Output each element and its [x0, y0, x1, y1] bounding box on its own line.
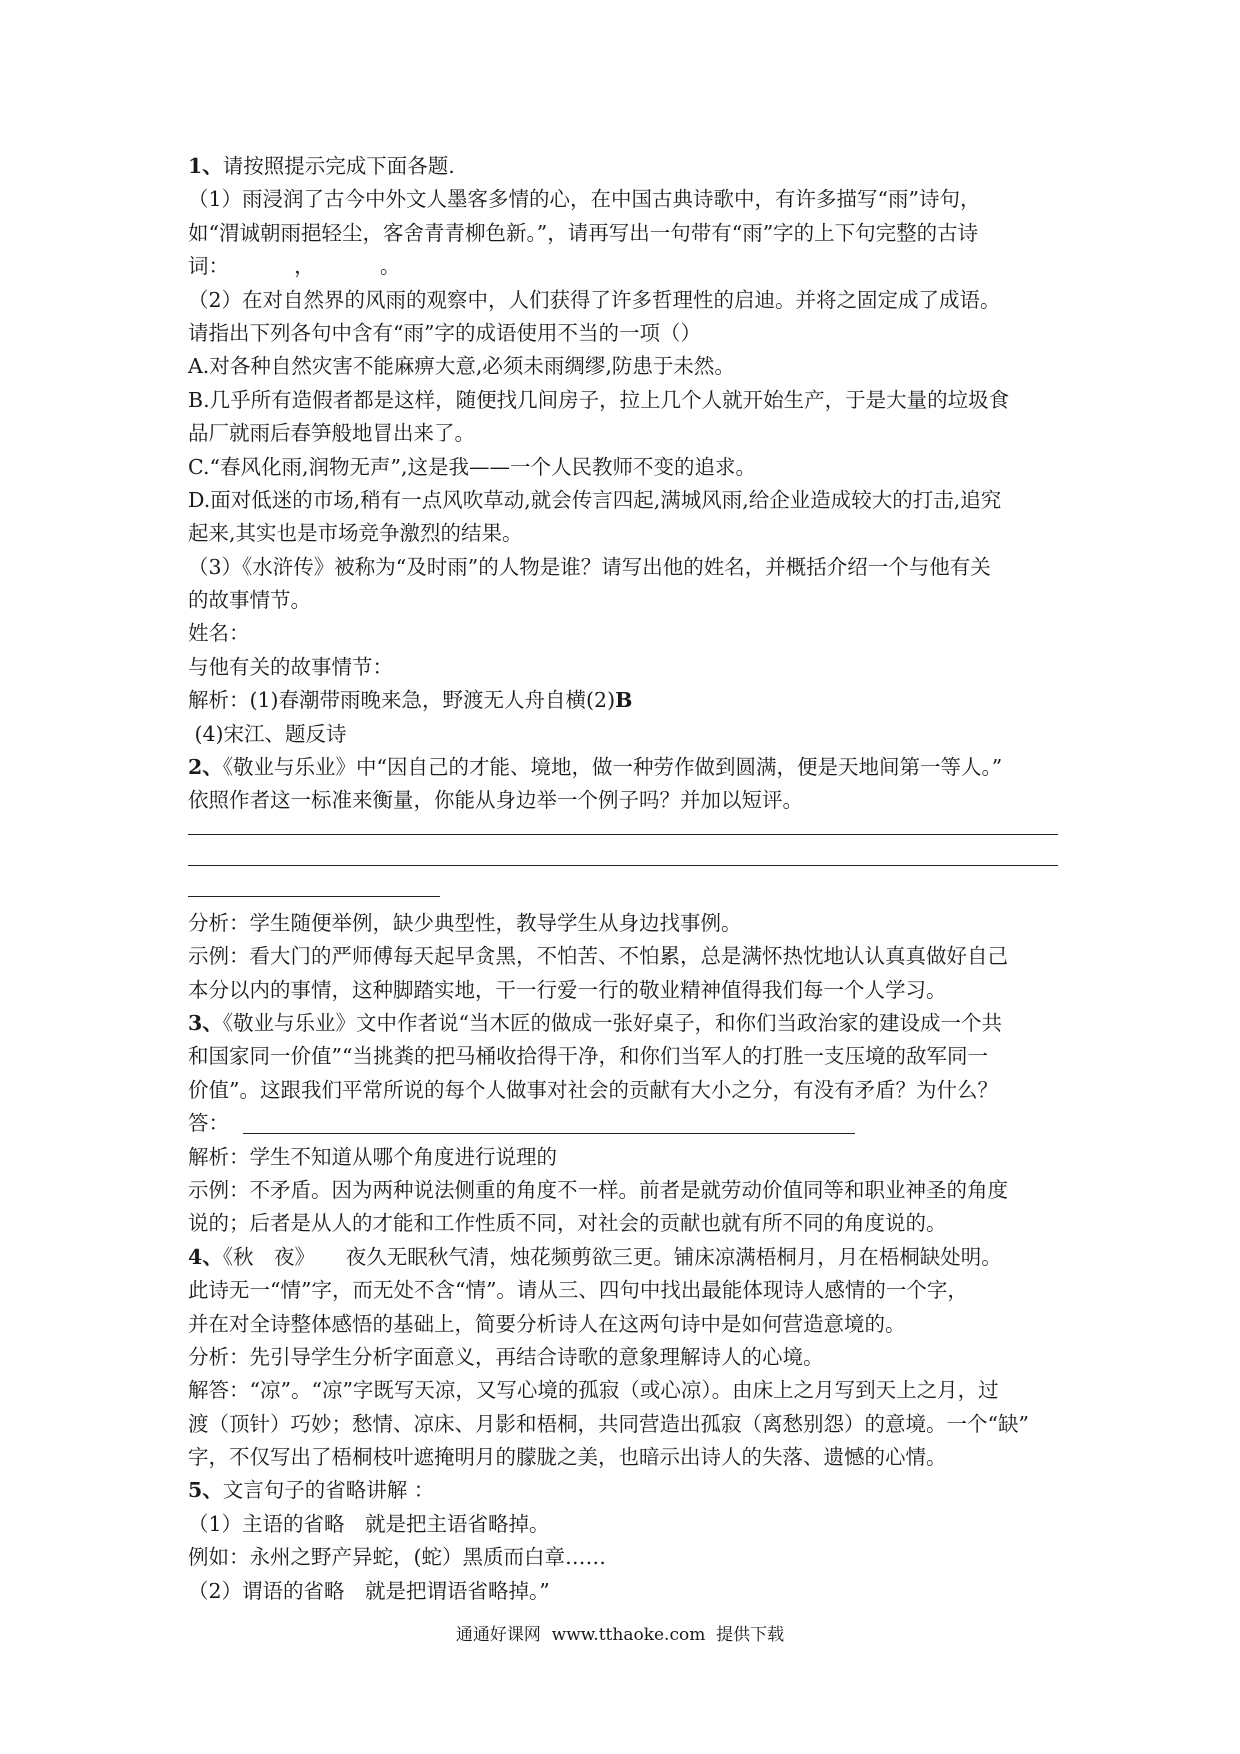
analysis-line: 分析：学生随便举例，缺少典型性，教导学生从身边找事例。 [188, 910, 742, 935]
question-4-title: 4、《秋 夜》 夜久无眠秋气清，烛花频剪欲三更。铺床凉满梧桐月，月在梧桐缺处明。 [188, 1244, 1002, 1269]
paragraph-line: 品厂就雨后春笋般地冒出来了。 [188, 421, 475, 446]
paragraph-line: 此诗无一“情”字，而无处不含“情”。请从三、四句中找出最能体现诗人感情的一个字， [188, 1278, 968, 1303]
question-1-title: 1、请按照提示完成下面各题. [188, 154, 455, 178]
analysis-line: 解析：学生不知道从哪个角度进行说理的 [188, 1144, 557, 1169]
answer-line: 答： [188, 1107, 1058, 1140]
paragraph-line: 词： ， 。 [188, 254, 401, 279]
answer-blank [243, 1111, 855, 1134]
option-c: C.“春风化雨,润物无声”,这是我——一个人民教师不变的追求。 [188, 454, 756, 479]
example-line: 示例：看大门的严师傅每天起早贪黑，不怕苦、不怕累，总是满怀热忱地认认真真做好自己 [188, 944, 1008, 969]
paragraph-line: 本分以内的事情，这种脚踏实地，干一行爱一行的敬业精神值得我们每一个人学习。 [188, 977, 947, 1002]
name-label: 姓名： [188, 621, 250, 646]
paragraph-line: 字，不仅写出了梧桐枝叶遮掩明月的朦胧之美，也暗示出诗人的失落、遗憾的心情。 [188, 1445, 947, 1470]
paragraph-line: 渡（顶针）巧妙；愁情、凉床、月影和梧桐，共同营造出孤寂（离愁别怨）的意境。一个“缺” [188, 1411, 1029, 1436]
analysis-line: (4)宋江、题反诗 [188, 721, 347, 746]
paragraph-line: 依照作者这一标准来衡量，你能从身边举一个例子吗？并加以短评。 [188, 788, 803, 813]
analysis-line: 分析：先引导学生分析字面意义，再结合诗歌的意象理解诗人的心境。 [188, 1344, 824, 1369]
answer-rule [188, 865, 1058, 866]
answer-rule [188, 896, 440, 897]
paragraph-line: （1）主语的省略 就是把主语省略掉。 [188, 1511, 550, 1536]
question-3-title: 3、《敬业与乐业》文中作者说“当木匠的做成一张好桌子，和你们当政治家的建设成一个共 [188, 1010, 1002, 1035]
paragraph-line: 并在对全诗整体感悟的基础上，简要分析诗人在这两句诗中是如何营造意境的。 [188, 1311, 906, 1336]
question-2-title: 2、《敬业与乐业》中“因自己的才能、境地，做一种劳作做到圆满，便是天地间第一等人。” [188, 755, 1003, 780]
paragraph-line: 如“渭诚朝雨挹轻尘，客舍青青柳色新。”，请再写出一句带有“雨”字的上下句完整的古诗 [188, 220, 979, 245]
paragraph-line: 和国家同一价值”“当挑粪的把马桶收拾得干净，和你们当军人的打胜一支压境的敌军同一 [188, 1044, 988, 1069]
paragraph-line: 说的；后者是从人的才能和工作性质不同，对社会的贡献也就有所不同的角度说的。 [188, 1211, 947, 1236]
example-line: 例如：永州之野产异蛇，(蛇）黑质而白章…… [188, 1545, 606, 1570]
document-body [188, 150, 1058, 1608]
paragraph-line: （3）《水浒传》被称为“及时雨”的人物是谁？请写出他的姓名，并概括介绍一个与他有关 [188, 554, 991, 579]
paragraph-line: 起来,其实也是市场竞争激烈的结果。 [188, 521, 523, 546]
paragraph-line: 请指出下列各句中含有“雨”字的成语使用不当的一项（） [188, 320, 701, 345]
paragraph-line: （2）谓语的省略 就是把谓语省略掉。” [188, 1578, 550, 1603]
paragraph-line: （1）雨浸润了古今中外文人墨客多情的心，在中国古典诗歌中，有许多描写“雨”诗句， [188, 187, 981, 212]
question-5-title: 5、文言句子的省略讲解 ： [188, 1478, 435, 1503]
analysis-line: 解析：(1)春潮带雨晚来急，野渡无人舟自横(2)B [188, 688, 633, 713]
option-a: A.对各种自然灾害不能麻痹大意,必须未雨绸缪,防患于未然。 [188, 354, 735, 379]
paragraph-line: （2）在对自然界的风雨的观察中，人们获得了许多哲理性的启迪。并将之固定成了成语。 [188, 287, 1001, 312]
paragraph-line: 价值”。这跟我们平常所说的每个人做事对社会的贡献有大小之分，有没有矛盾？为什么？ [188, 1077, 998, 1102]
option-b: B.几乎所有造假者都是这样，随便找几间房子，拉上几个人就开始生产，于是大量的垃圾食 [188, 387, 1010, 412]
answer-rule [188, 834, 1058, 835]
example-line: 示例：不矛盾。因为两种说法侧重的角度不一样。前者是就劳动价值同等和职业神圣的角度 [188, 1177, 1008, 1202]
paragraph-line: 的故事情节。 [188, 588, 311, 613]
answer-line: 解答：“凉”。“凉”字既写天凉，又写心境的孤寂（或心凉）。由床上之月写到天上之月，过 [188, 1378, 999, 1403]
option-d: D.面对低迷的市场,稍有一点风吹草动,就会传言四起,满城风雨,给企业造成较大的打击,追究 [188, 487, 1002, 512]
page-footer: 通通好课网 www.tthaoke.com 提供下载 [455, 1625, 785, 1645]
story-label: 与他有关的故事情节： [188, 654, 393, 679]
